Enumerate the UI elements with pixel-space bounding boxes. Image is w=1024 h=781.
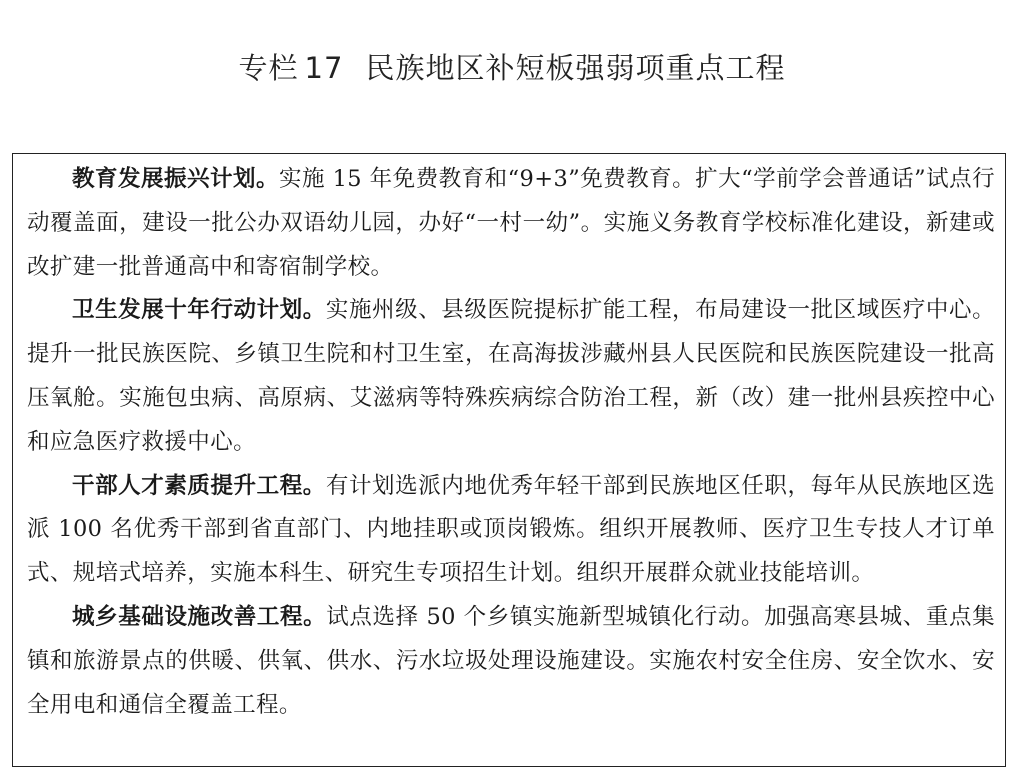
- paragraph-body: 试点选择 50 个乡镇实施新型城镇化行动。加强高寒县城、重点集镇和旅游景点的供暖、供氧、供水、污水垃圾处理设施建设。实施农村安全住房、安全饮水、安全用电和通信全覆盖工程。: [27, 603, 995, 718]
- paragraph-education: [27, 158, 995, 289]
- page-title: [0, 48, 1024, 88]
- paragraph-infrastructure: [27, 596, 995, 727]
- content-box: [12, 153, 1006, 767]
- paragraph-body: 实施 15 年免费教育和“9+3”免费教育。扩大“学前学会普通话”试点行动覆盖面，建设一批公办双语幼儿园，办好“一村一幼”。实施义务教育学校标准化建设，新建或改扩建一批普通高中和寄宿制学校。: [27, 166, 995, 280]
- paragraph-body: 有计划选派内地优秀年轻干部到民族地区任职，每年从民族地区选派 100 名优秀干部到省直部门、内地挂职或顶岗锻炼。组织开展教师、医疗卫生专技人才订单式、规培式培养，实施本科生、研究生专项招生计划。组织开展群众就业技能培训。: [27, 472, 995, 587]
- title-number: 17: [304, 51, 344, 85]
- paragraph-body: 实施州级、县级医院提标扩能工程，布局建设一批区域医疗中心。提升一批民族医院、乡镇卫生院和村卫生室，在高海拔涉藏州县人民医院和民族医院建设一批高压氧舱。实施包虫病、高原病、艾滋病等特殊疾病综合防治工程，新（改）建一批州县疾控中心和应急医疗救援中心。: [27, 297, 995, 455]
- content-body: [27, 158, 995, 727]
- title-text: 民族地区补短板强弱项重点工程: [365, 51, 786, 85]
- paragraph-heading: 教育发展振兴计划。: [72, 166, 279, 192]
- title-prefix: 专栏: [238, 51, 299, 85]
- paragraph-heading: 城乡基础设施改善工程。: [72, 603, 327, 630]
- paragraph-talent: [27, 465, 995, 596]
- paragraph-heading: 卫生发展十年行动计划。: [72, 297, 326, 324]
- paragraph-health: [27, 289, 995, 464]
- paragraph-heading: 干部人才素质提升工程。: [72, 472, 326, 499]
